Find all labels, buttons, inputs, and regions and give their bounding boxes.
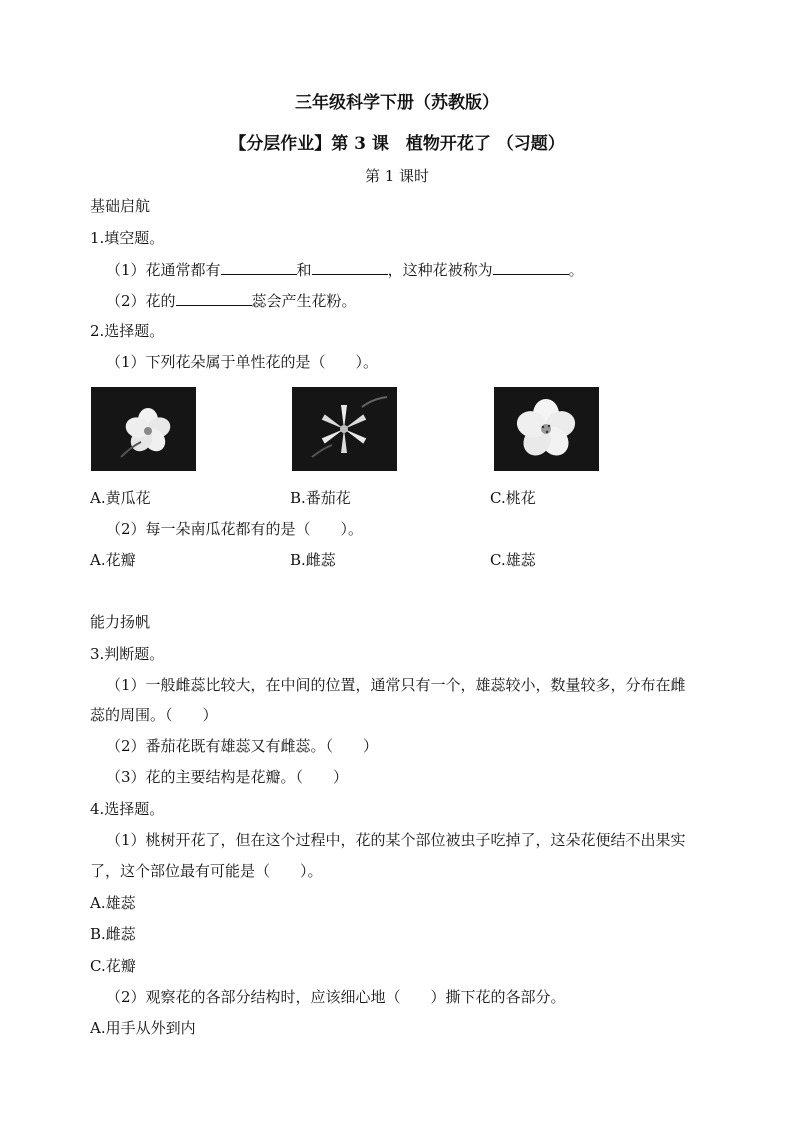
q1-item1-text-a: （1）花通常都有: [106, 261, 221, 279]
answer-blank-1[interactable]: [221, 260, 297, 275]
q1-item2: [106, 291, 357, 310]
q1-item2-text-b: 蕊会产生花粉。: [251, 292, 357, 310]
q4-item1-option-b[interactable]: B.雌蕊: [90, 925, 136, 943]
q2-item1-option-b[interactable]: B.番茄花: [290, 489, 351, 507]
q4-item2-option-a[interactable]: A.用手从外到内: [90, 1019, 196, 1037]
q1-item1-text-c: ，这种花被称为: [387, 261, 493, 279]
q1-heading: 1.填空题。: [90, 229, 165, 247]
lesson-title: 【分层作业】第 3 课 植物开花了 （习题）: [229, 134, 565, 154]
q1-item1: [106, 260, 584, 279]
q2-item2-option-a[interactable]: A.花瓣: [90, 551, 136, 569]
q3-item3: （3）花的主要结构是花瓣。（ ）: [106, 768, 349, 786]
q3-item1-line2: 蕊的周围。（ ）: [90, 706, 218, 724]
section-basic-heading: 基础启航: [90, 197, 151, 215]
flower-blossom-icon: [494, 387, 599, 471]
answer-blank-2[interactable]: [312, 260, 388, 275]
q2-item2-option-b[interactable]: B.雌蕊: [290, 551, 336, 569]
q4-item1-option-a[interactable]: A.雄蕊: [90, 894, 136, 912]
q3-item1-line1: （1）一般雌蕊比较大，在中间的位置，通常只有一个，雄蕊较小，数量较多，分布在雌: [106, 676, 686, 694]
q4-item2: （2）观察花的各部分结构时，应该细心地（ ）撕下花的各部分。: [106, 988, 566, 1006]
answer-blank-4[interactable]: [176, 291, 252, 306]
q3-item2: （2）番茄花既有雄蕊又有雌蕊。（ ）: [106, 737, 379, 755]
flower-five-petal-icon: [91, 387, 196, 471]
q3-heading: 3.判断题。: [90, 645, 165, 663]
q1-item1-text-d: 。: [568, 261, 584, 279]
q2-item1-option-a[interactable]: A.黄瓜花: [90, 489, 151, 507]
q2-item1: （1）下列花朵属于单性花的是（ ）。: [106, 353, 379, 371]
answer-blank-3[interactable]: [493, 260, 569, 275]
q2-item2-option-c[interactable]: C.雄蕊: [490, 551, 536, 569]
q2-heading: 2.选择题。: [90, 322, 165, 340]
q4-item1-line1: （1）桃树开花了，但在这个过程中，花的某个部位被虫子吃掉了，这朵花便结不出果实: [106, 831, 686, 849]
q4-item1-line2: 了，这个部位最有可能是（ ）。: [90, 862, 323, 880]
flower-star-icon: [292, 387, 397, 471]
q2-item2: （2）每一朵南瓜花都有的是（ ）。: [106, 520, 364, 538]
q1-item1-text-b: 和: [296, 261, 312, 279]
cucumber-flower-image: [91, 387, 196, 471]
q2-item1-option-c[interactable]: C.桃花: [490, 489, 536, 507]
period-label: 第 1 课时: [364, 167, 430, 185]
peach-flower-image: [494, 387, 599, 471]
q4-item1-option-c[interactable]: C.花瓣: [90, 957, 136, 975]
section-ability-heading: 能力扬帆: [90, 613, 151, 631]
tomato-flower-image: [292, 387, 397, 471]
q1-item2-text-a: （2）花的: [106, 292, 176, 310]
document-title: 三年级科学下册（苏教版）: [295, 93, 499, 113]
q4-heading: 4.选择题。: [90, 800, 165, 818]
